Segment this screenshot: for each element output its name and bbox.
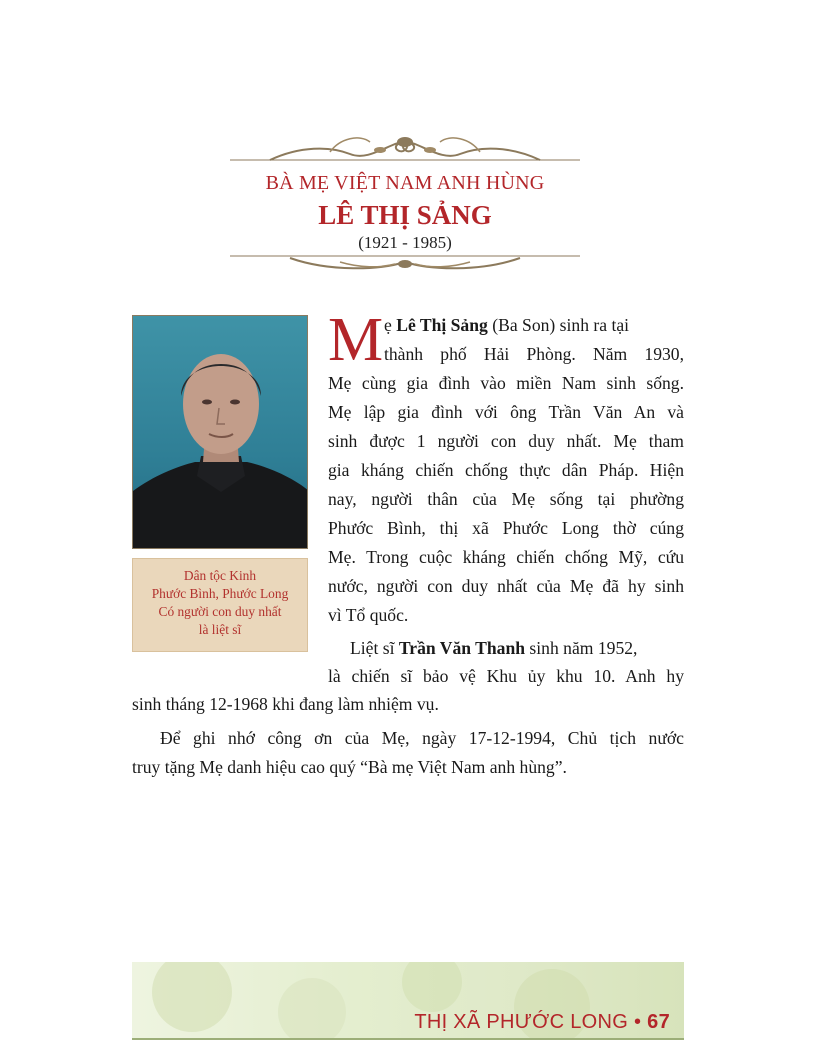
caption-line: Phước Bình, Phước Long bbox=[151, 586, 289, 601]
body-line: sinh được 1 người con duy nhất. Mẹ tham bbox=[328, 431, 684, 451]
footer-label bbox=[414, 1011, 670, 1034]
body-line: vì Tổ quốc. bbox=[328, 605, 409, 625]
heading-years: (1921 - 1985) bbox=[358, 233, 452, 252]
body-line: nước, người con duy nhất của Mẹ đã hy sinh bbox=[328, 576, 684, 596]
text-run: sinh năm 1952, bbox=[525, 638, 638, 658]
caption-line: Dân tộc Kinh bbox=[183, 568, 257, 583]
body-line: sinh tháng 12-1968 khi đang làm nhiệm vụ. bbox=[132, 694, 439, 714]
footer-band bbox=[132, 962, 684, 1040]
caption-line: là liệt sĩ bbox=[198, 622, 242, 637]
body-line: là chiến sĩ bảo vệ Khu ủy khu 10. Anh hy bbox=[328, 666, 684, 686]
text-run: (Ba Son) sinh ra tại bbox=[487, 315, 630, 335]
body-line: Phước Bình, thị xã Phước Long thờ cúng bbox=[328, 518, 684, 538]
drop-cap: M bbox=[328, 306, 384, 374]
body-line: gia kháng chiến chống thực dân Pháp. Hiện bbox=[328, 460, 684, 480]
body-line: Mẹ lập gia đình với ông Trần Văn An và bbox=[328, 402, 684, 422]
top-flourish-icon bbox=[230, 128, 580, 168]
bottom-flourish-icon bbox=[230, 250, 580, 274]
body-line: Mẹ cùng gia đình vào miền Nam sinh sống. bbox=[328, 373, 684, 393]
body-line: thành phố Hải Phòng. Năm 1930, bbox=[384, 344, 684, 364]
heading-name: LÊ THỊ SẢNG bbox=[318, 200, 492, 230]
body-line: nay, người thân của Mẹ sống tại phường bbox=[328, 489, 684, 509]
footer-title: THỊ XÃ PHƯỚC LONG • bbox=[414, 1011, 648, 1033]
body-line bbox=[384, 314, 684, 336]
body-line bbox=[350, 637, 684, 659]
page-number: 67 bbox=[647, 1011, 670, 1033]
text-run: ẹ bbox=[384, 315, 397, 335]
body-line: Để ghi nhớ công ơn của Mẹ, ngày 17-12-1994, Chủ tịch nước bbox=[160, 728, 684, 748]
person-name: Lê Thị Sảng bbox=[396, 315, 488, 335]
portrait-figure bbox=[133, 316, 308, 549]
heading-subtitle: BÀ MẸ VIỆT NAM ANH HÙNG bbox=[265, 172, 545, 194]
body-line: Mẹ. Trong cuộc kháng chiến chống Mỹ, cứu bbox=[328, 547, 684, 567]
person-name: Trần Văn Thanh bbox=[398, 638, 526, 658]
photo-caption bbox=[132, 558, 308, 652]
caption-line: Có người con duy nhất bbox=[158, 604, 282, 619]
body-line: truy tặng Mẹ danh hiệu cao quý “Bà mẹ Việt Nam anh hùng”. bbox=[132, 757, 567, 777]
portrait-photo bbox=[132, 315, 308, 549]
text-run: Liệt sĩ bbox=[350, 638, 399, 658]
